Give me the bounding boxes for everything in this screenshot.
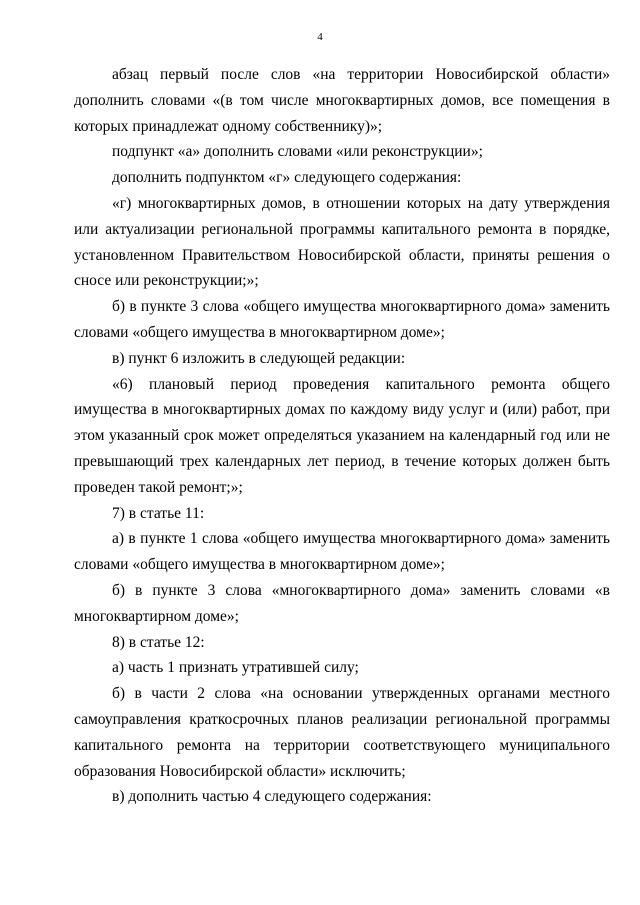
paragraph: а) часть 1 признать утратившей силу; (112, 659, 359, 677)
paragraph: б) в пункте 3 слова «общего имущества многоквартирного дома» заменить словами «общего имущества в многоквартирном доме»; (74, 298, 610, 341)
paragraph: а) в пункте 1 слова «общего имущества многоквартирного дома» заменить словами «общего имущества в многоквартирном доме»; (74, 530, 610, 574)
paragraph: подпункт «а» дополнить словами «или реконструкции»; (112, 143, 483, 161)
paragraph: «6) плановый период проведения капитального ремонта общего имущества в многоквартирных домах по каждому виду услуг и (или) работ, при этом указанный срок может определяться указанием на календарный год или не превышающий трех календарных лет период, в течение которых должен быть проведен такой ремонт;»; (74, 375, 610, 496)
paragraph: дополнить подпунктом «г» следующего содержания: (112, 169, 462, 187)
paragraph: в) дополнить частью 4 следующего содержания: (112, 788, 432, 806)
paragraph: абзац первый после слов «на территории Новосибирской области» дополнить словами «(в том числе многоквартирных домов, все помещения в которых принадлежат одному собственнику)»; (74, 66, 610, 135)
paragraph: б) в пункте 3 слова «многоквартирного дома» заменить словами «в многоквартирном доме»; (74, 581, 610, 625)
paragraph: «г) многоквартирных домов, в отношении которых на дату утверждения или актуализации региональной программы капитального ремонта в порядке, установленном Правительством Новосибирской области, приняты решения о сносе или реконструкции;»; (74, 194, 610, 290)
paragraph: 8) в статье 12: (112, 633, 205, 651)
page-number: 4 (317, 31, 323, 43)
paragraph: 7) в статье 11: (112, 504, 205, 522)
paragraph: б) в части 2 слова «на основании утвержденных органами местного самоуправления краткосрочных планов реализации региональной программы капитального ремонта на территории соответствующего муниципального образования Новосибирской области» исключить; (74, 685, 610, 780)
paragraph: в) пункт 6 изложить в следующей редакции: (112, 349, 406, 367)
document-body (74, 62, 610, 810)
